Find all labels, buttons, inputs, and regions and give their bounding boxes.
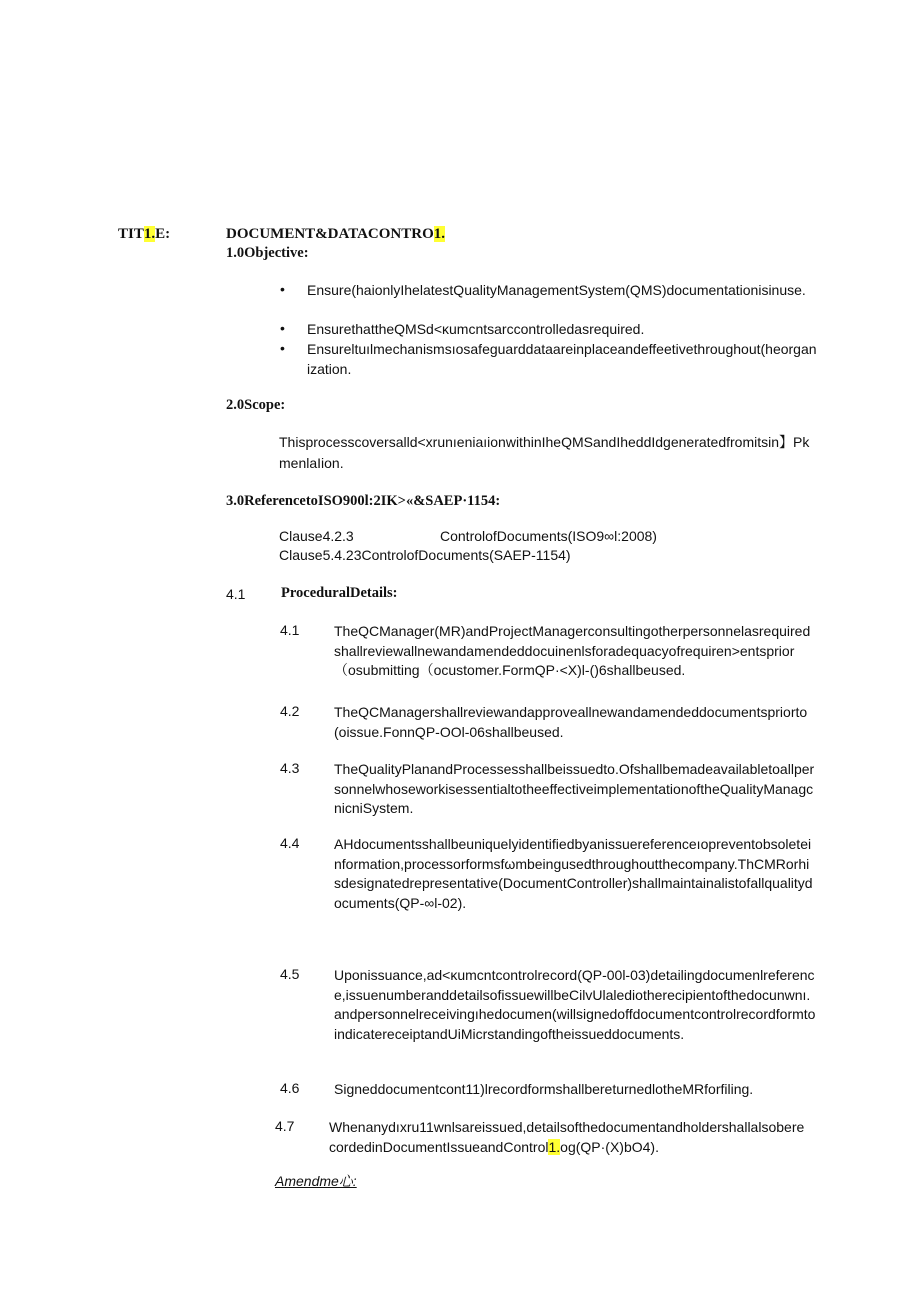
scope-text: Thisprocesscoversalld<xrunıeniaıionwithinIheQMSandIheddIdgeneratedfromitsin】PkmenlaIion.	[279, 434, 810, 471]
objective-bullet: • Ensureltuılmechanismsıosafeguarddataareinplaceandeffeetivethroughout(heorganization.	[280, 340, 817, 377]
clause-ref: Clause4.2.3	[279, 528, 354, 544]
clause-text: ControlofDocuments(ISO9∞l:2008)	[440, 528, 657, 544]
reference-heading: 3.0ReferencetoISO900l:2IK>«&SAEP·1154:	[226, 493, 501, 509]
procedural-heading: ProceduralDetails:	[281, 585, 398, 601]
highlight-mark: 1.	[143, 226, 156, 242]
objective-bullet: • Ensure(haionlyIhelatestQualityManagementSystem(QMS)documentationisinuse.	[280, 281, 806, 298]
section-number: 4.1	[226, 586, 246, 602]
item-number: 4.3	[280, 760, 300, 776]
objective-bullet: • EnsurethattheQMSd<κumcntsarccontrolledasrequired.	[280, 320, 645, 337]
item-number: 4.7	[275, 1118, 295, 1134]
bullet-icon: •	[280, 340, 285, 356]
clause-ref: Clause5.4.23ControlofDocuments(SAEP-1154)	[279, 547, 571, 563]
highlight-mark: 1.	[433, 226, 446, 242]
item-text: TheQCManagershallreviewandapproveallnewandamendeddocumentspriorto(oissue.FonnQP-OOl-06shallbeused.	[334, 704, 808, 740]
scope-heading: 2.0Scope:	[226, 397, 286, 413]
amendment-label: Amendme心:	[275, 1173, 357, 1189]
bullet-icon: •	[280, 320, 285, 336]
bullet-icon: •	[280, 281, 285, 297]
document-title: DOCUMENT&DATACONTRO1.	[226, 226, 446, 242]
title-label: TIT1.E:	[118, 226, 171, 242]
item-number: 4.1	[280, 622, 300, 638]
item-text: TheQCManager(MR)andProjectManagerconsultingotherpersonnelasrequiredshallreviewallnewandamendeddocuinenlsforadequacyofrequiren>entsprior（osubmitting（ocustomer.FormQP·<X)l-()6shallbeused.	[334, 623, 811, 678]
item-text: AHdocumentsshallbeuniquelyidentifiedbyanissuereferenceıopreventobsoleteinformation,processorformsfωmbeingusedthroughoutthecompany.ThCMRorhisdesignatedrepresentative(DocumentController)shallmaintainalistofallqualitydocuments(QP-∞l-02).	[334, 836, 813, 911]
item-number: 4.2	[280, 703, 300, 719]
item-number: 4.4	[280, 835, 300, 851]
item-text: Whenanydıxru11wnlsareissued,detailsofthedocumentandholdershallalsoberecordedinDocumentIssueandControl1.og(QP·(X)bO4).	[329, 1119, 805, 1155]
highlight-mark: 1.	[548, 1138, 561, 1155]
item-text: Uponissuance,ad<κumcntcontrolrecord(QP-00l-03)detailingdocumenlreference,issuenumberanddetailsofissuewillbeCilvUlalediotherecipientofthedocunwnı.andpersonnelreceivingıhedocumen(willsignedoffdocumentcontrolrecordformtoindicatereceiptandUiMicrstandingoftheissueddocuments.	[334, 967, 816, 1042]
item-number: 4.6	[280, 1080, 300, 1096]
item-number: 4.5	[280, 966, 300, 982]
item-text: TheQualityPlanandProcessesshallbeissuedto.OfshallbemadeavailabletoallpersonnelwhoseworkisessentialtotheeffectiveimplementationoftheQualityManagcnicniSystem.	[334, 761, 815, 816]
objective-heading: 1.0Objective:	[226, 245, 309, 261]
item-text: Signeddocumentcont11)lrecordformshallbereturnedlotheMRforfiling.	[334, 1081, 754, 1097]
